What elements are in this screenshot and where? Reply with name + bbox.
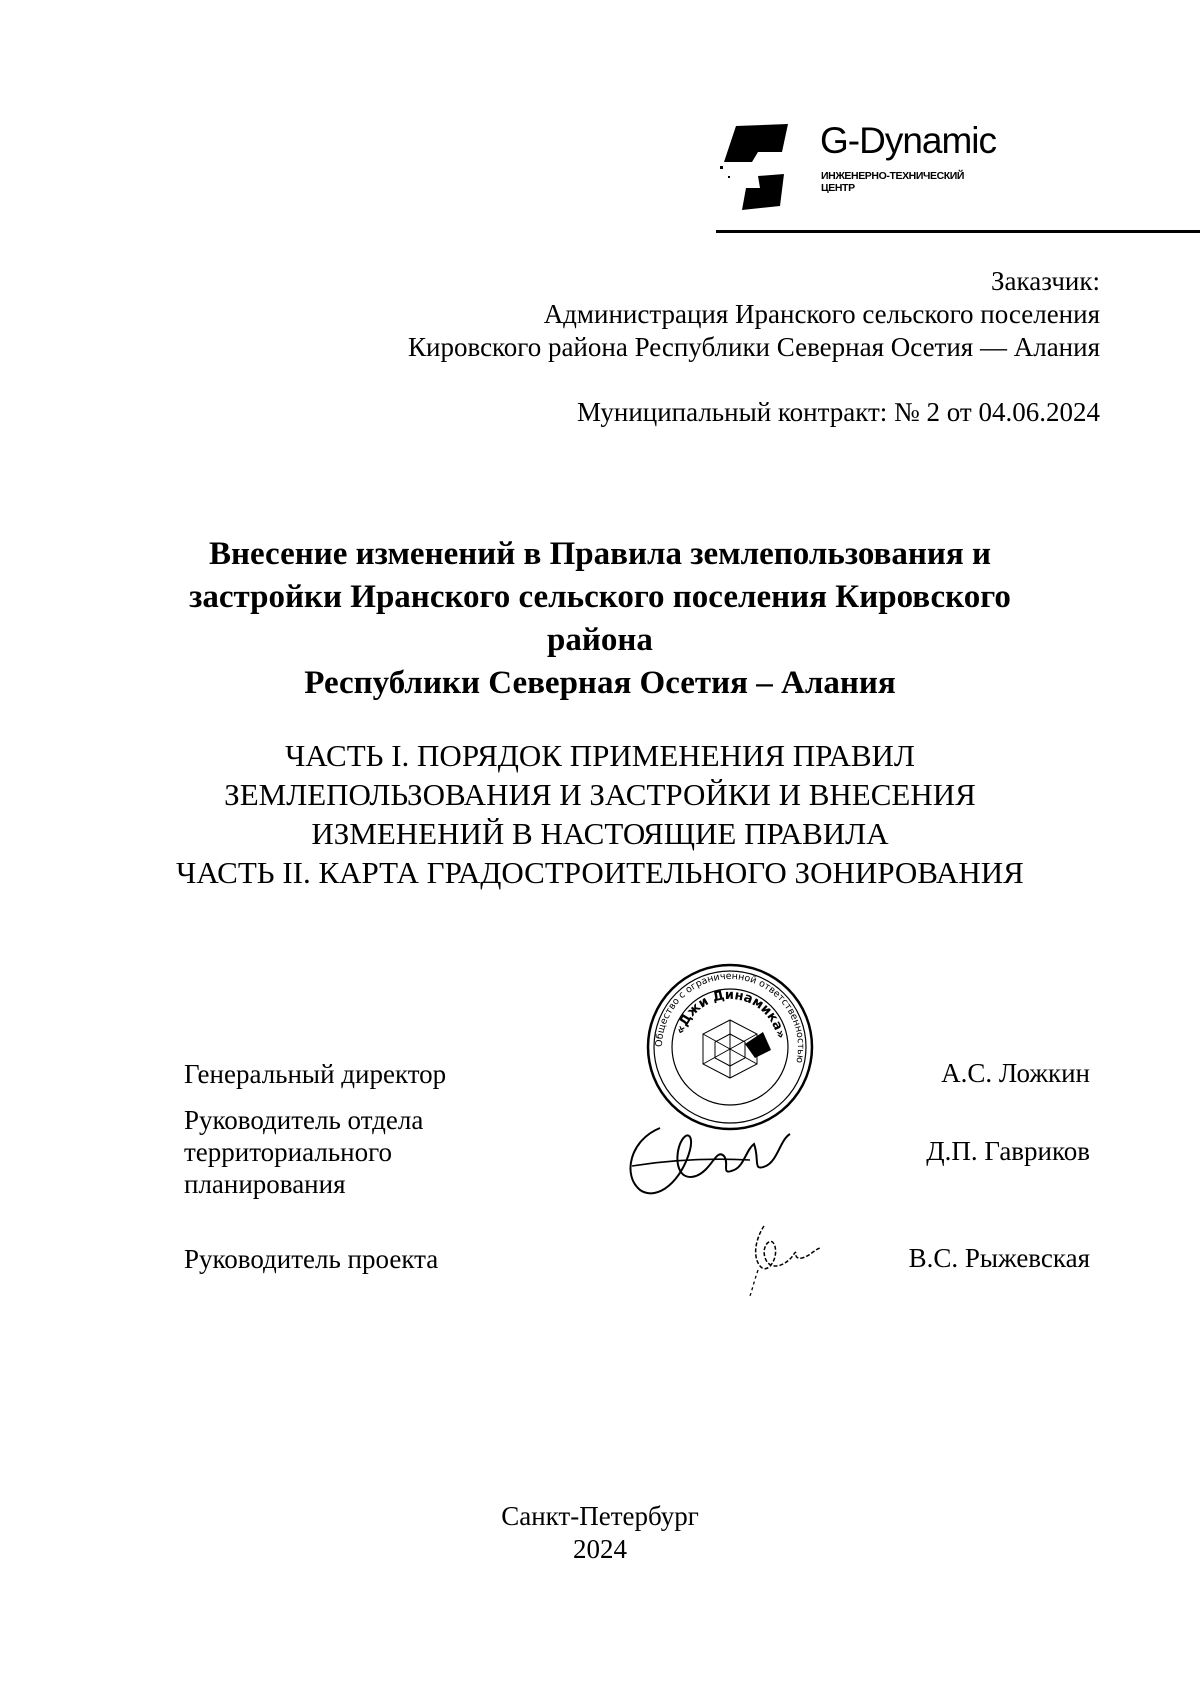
footer-block <box>0 1500 1200 1566</box>
customer-line-2: Кировского района Республики Северная Осетия — Алания <box>408 332 1100 362</box>
customer-block <box>408 265 1100 364</box>
parts-line-4: ЧАСТЬ II. КАРТА ГРАДОСТРОИТЕЛЬНОГО ЗОНИРОВАНИЯ <box>176 855 1024 890</box>
signatory-role-line: Генеральный директор <box>184 1059 447 1089</box>
footer-city: Санкт-Петербург <box>501 1501 699 1531</box>
parts-line-3: ИЗМЕНЕНИЙ В НАСТОЯЩИЕ ПРАВИЛА <box>311 816 889 851</box>
header-divider <box>716 230 1200 233</box>
signatory-role-line: территориального <box>184 1137 392 1167</box>
title-line-3: района <box>547 622 653 658</box>
signature-project-lead <box>730 1220 825 1300</box>
signatory-role-department-head <box>184 1104 423 1200</box>
title-line-1: Внесение изменений в Правила землепользования и <box>208 536 992 572</box>
customer-label: Заказчик: <box>991 266 1100 296</box>
g-dynamic-logo-icon <box>718 120 794 220</box>
footer-year: 2024 <box>573 1534 627 1564</box>
signature-department-head <box>620 1120 810 1200</box>
signatory-name-project-lead: В.С. Рыжевская <box>908 1243 1090 1273</box>
parts-line-1: ЧАСТЬ I. ПОРЯДОК ПРИМЕНЕНИЯ ПРАВИЛ <box>285 738 915 773</box>
title-line-2: застройки Иранского сельского поселения Кировского <box>189 579 1011 615</box>
document-parts <box>70 736 1130 892</box>
stamp-ring-text: Общество с ограниченной ответственностью <box>653 970 807 1064</box>
signatory-name-general-director: А.С. Ложкин <box>941 1058 1090 1088</box>
signatory-role-general-director <box>184 1058 446 1090</box>
document-title <box>70 533 1130 705</box>
signatory-role-line: планирования <box>184 1169 346 1199</box>
customer-line-1: Администрация Иранского сельского поселения <box>543 299 1100 329</box>
company-logo <box>718 112 1018 212</box>
title-line-4: Республики Северная Осетия – Алания <box>304 665 896 701</box>
logo-subtitle-line-2: ЦЕНТР <box>821 182 855 194</box>
contract-line: Муниципальный контракт: № 2 от 04.06.2024 <box>577 397 1100 427</box>
logo-brand-name: G-Dynamic <box>820 120 997 161</box>
signatory-role-line: Руководитель отдела <box>184 1105 424 1135</box>
signatory-name-department-head: Д.П. Гавриков <box>926 1136 1090 1166</box>
signatory-role-line: Руководитель проекта <box>184 1244 439 1274</box>
company-seal-stamp <box>645 962 815 1132</box>
stamp-center-text: «Джи Динамика» <box>672 987 789 1041</box>
signatory-role-project-lead <box>184 1243 438 1275</box>
parts-line-2: ЗЕМЛЕПОЛЬЗОВАНИЯ И ЗАСТРОЙКИ И ВНЕСЕНИЯ <box>224 777 976 812</box>
logo-subtitle-line-1: ИНЖЕНЕРНО-ТЕХНИЧЕСКИЙ <box>821 170 965 182</box>
logo-subtitle <box>821 170 964 194</box>
